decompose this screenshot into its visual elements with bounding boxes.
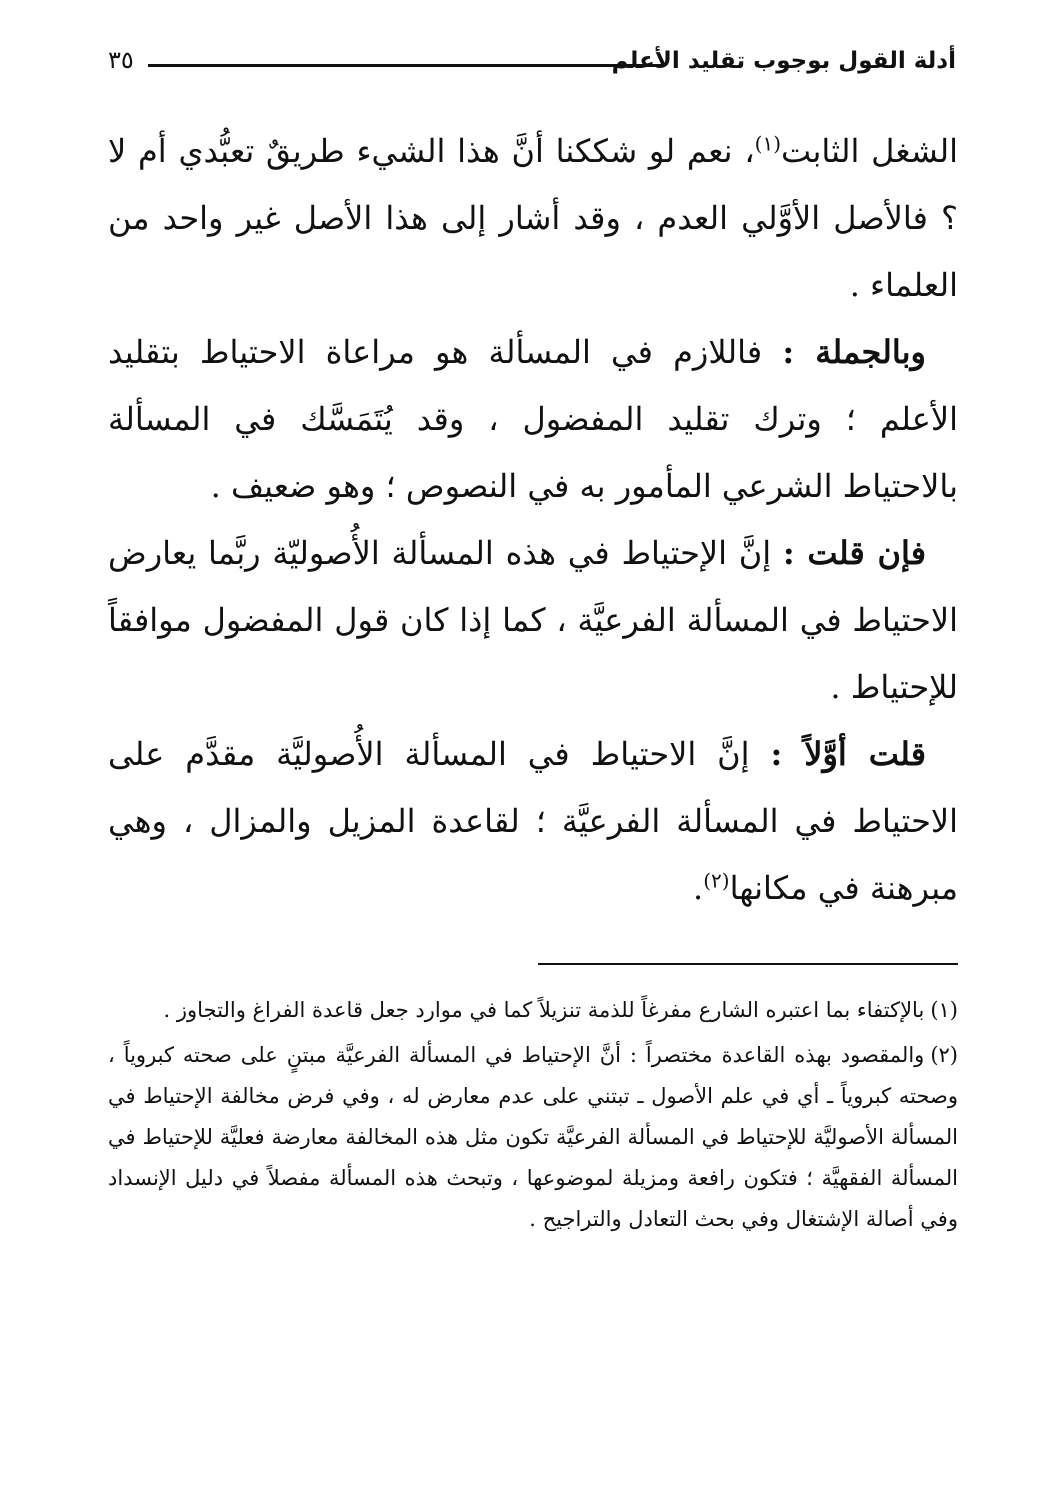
footnote-number: (٢) (930, 1043, 958, 1067)
paragraph-lead: وبالجملة : (782, 333, 927, 371)
page-number: ٣٥ (108, 46, 134, 74)
header-rule (148, 64, 664, 67)
paragraph-text: إنَّ الإحتياط في هذه المسألة الأُصوليّة ربَّما يعارض الاحتياط في المسألة الفرعيَّة ، كما إذا كان قول المفضول موافقاً للإحتياط . (108, 534, 958, 706)
paragraph-lead: فإن قلت : (782, 534, 926, 572)
footnote-separator (538, 963, 958, 965)
paragraph-text: ، نعم لو شككنا أنَّ هذا الشيء طريقٌ تعبُّدي أم لا ؟ فالأصل الأوَّلي العدم ، وقد أشار إلى هذا الأصل غير واحد من العلماء . (108, 132, 958, 304)
paragraph-text: الشغل الثابت (781, 132, 959, 170)
footnotes (108, 990, 958, 1244)
paragraph-text: إنَّ الاحتياط في المسألة الأُصوليَّة مقدَّم على الاحتياط في المسألة الفرعيَّة ؛ لقاعدة المزيل والمزال ، وهي مبرهنة في مكانها (108, 735, 958, 907)
paragraph (108, 520, 958, 721)
chapter-title: أدلة القول بوجوب تقليد الأعلم (611, 48, 956, 74)
paragraph (108, 319, 958, 520)
footnote-reference[interactable]: (٢) (703, 868, 730, 893)
running-header (108, 42, 956, 88)
main-text (108, 118, 958, 922)
footnote-number: (١) (930, 998, 958, 1022)
paragraph-lead: قلت أوَّلاً : (770, 735, 927, 773)
paragraph (108, 118, 958, 319)
paragraph-end: . (693, 869, 704, 907)
footnote-reference[interactable]: (١) (754, 131, 782, 156)
footnote (108, 990, 958, 1031)
paragraph (108, 721, 958, 922)
footnote-text: بالإكتفاء بما اعتبره الشارع مفرغاً للذمة تنزيلاً كما في موارد جعل قاعدة الفراغ والتجاوز . (163, 998, 925, 1022)
footnote (108, 1035, 958, 1240)
paragraph-text: فاللازم في المسألة هو مراعاة الاحتياط بتقليد الأعلم ؛ وترك تقليد المفضول ، وقد يُتَمَسَّك في المسألة بالاحتياط الشرعي المأمور به في النصوص ؛ وهو ضعيف . (108, 333, 958, 505)
footnote-text: والمقصود بهذه القاعدة مختصراً : أنَّ الإحتياط في المسألة الفرعيَّة مبتنٍ على صحته كبروياً ، وصحته كبروياً ـ أي في علم الأصول ـ تبتني على عدم معارض له ، وفي فرض مخالفة الإحتياط في المسألة الأصوليَّة للإحتياط في المسألة الفرعيَّة تكون مثل هذه المخالفة معارضة فعليَّة للإحتياط في المسألة الفقهيَّة ؛ فتكون رافعة ومزيلة لموضوعها ، وتبحث هذه المسألة مفصلاً في دليل الإنسداد وفي أصالة الإشتغال وفي بحث التعادل والتراجيح . (108, 1043, 958, 1231)
